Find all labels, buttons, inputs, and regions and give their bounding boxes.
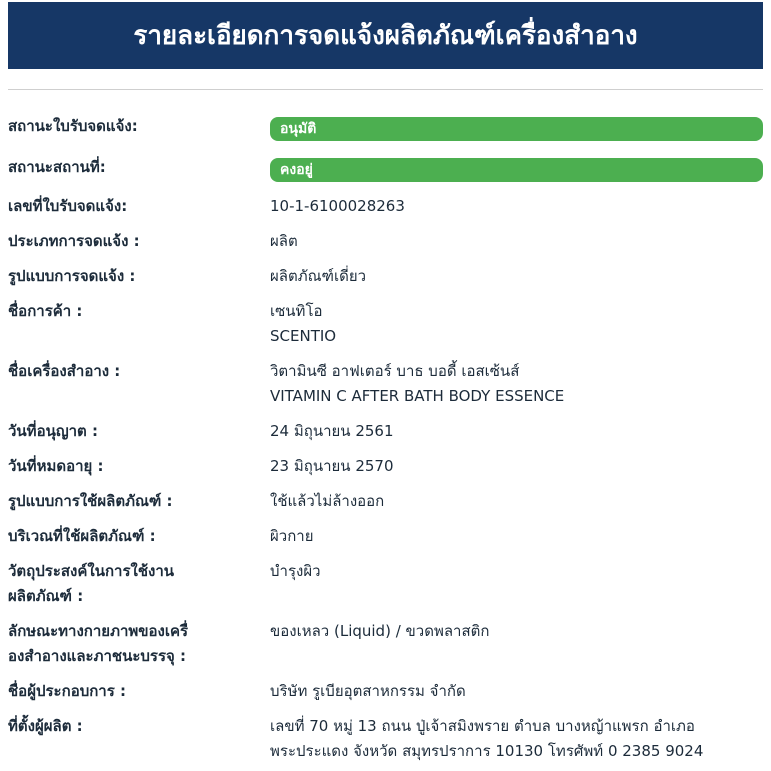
notify-no-label: เลขที่ใบรับจดแจ้ง: [8, 197, 128, 215]
trade-name-label: ชื่อการค้า : [8, 302, 83, 320]
trade-name-english: SCENTIO [270, 327, 337, 345]
trade-name-value [270, 299, 763, 349]
operator-label: ชื่อผู้ประกอบการ : [8, 682, 127, 700]
approval-date-label: วันที่อนุญาต : [8, 422, 98, 440]
physical-label-line-1: ลักษณะทางกายภาพของเครื่ [8, 622, 189, 640]
location-line-2: พระประแดง จังหวัด สมุทรปราการ 10130 โทรศัพท์ 0 2385 9024 [270, 742, 704, 760]
purpose-label [8, 559, 248, 609]
cosmetic-name-value [270, 359, 763, 409]
location-label: ที่ตั้งผู้ผลิต : [8, 717, 83, 735]
header-divider [8, 89, 763, 90]
notify-type-value: ผลิต [270, 232, 298, 250]
trade-name-thai: เซนทิโอ [270, 302, 323, 320]
expiry-date-label: วันที่หมดอายุ : [8, 457, 104, 475]
approval-date-value: 24 มิถุนายน 2561 [270, 422, 394, 440]
notify-no-value: 10-1-6100028263 [270, 197, 405, 215]
purpose-label-line-1: วัตถุประสงค์ในการใช้งาน [8, 562, 175, 580]
cosmetic-name-english: VITAMIN C AFTER BATH BODY ESSENCE [270, 387, 565, 405]
notify-status-label: สถานะใบรับจดแจ้ง: [8, 117, 138, 135]
operator-value: บริษัท รูเบียอุตสาหกรรม จำกัด [270, 682, 466, 700]
usage-format-label: รูปแบบการใช้ผลิตภัณฑ์ : [8, 492, 173, 510]
usage-format-value: ใช้แล้วไม่ล้างออก [270, 492, 385, 510]
notify-format-label: รูปแบบการจดแจ้ง : [8, 267, 136, 285]
notify-type-label: ประเภทการจดแจ้ง : [8, 232, 140, 250]
location-value [270, 714, 763, 764]
notify-status-badge: อนุมัติ [270, 117, 763, 141]
cosmetic-name-thai: วิตามินซี อาฟเตอร์ บาธ บอดี้ เอสเซ้นส์ [270, 362, 520, 380]
place-status-badge: คงอยู่ [270, 158, 763, 182]
purpose-label-line-2: ผลิตภัณฑ์ : [8, 587, 84, 605]
place-status-label: สถานะสถานที่: [8, 158, 106, 176]
physical-value: ของเหลว (Liquid) / ขวดพลาสติก [270, 622, 490, 640]
physical-label-line-2: องสำอางและภาชนะบรรจุ : [8, 647, 187, 665]
physical-label [8, 619, 248, 669]
usage-area-value: ผิวกาย [270, 527, 314, 545]
purpose-value: บำรุงผิว [270, 562, 321, 580]
page-title: รายละเอียดการจดแจ้งผลิตภัณฑ์เครื่องสำอาง [133, 21, 638, 51]
location-line-1: เลขที่ 70 หมู่ 13 ถนน ปู่เจ้าสมิงพราย ตำบล บางหญ้าแพรก อำเภอ [270, 717, 695, 735]
expiry-date-value: 23 มิถุนายน 2570 [270, 457, 394, 475]
notify-format-value: ผลิตภัณฑ์เดี่ยว [270, 267, 367, 285]
cosmetic-name-label: ชื่อเครื่องสำอาง : [8, 362, 121, 380]
usage-area-label: บริเวณที่ใช้ผลิตภัณฑ์ : [8, 527, 156, 545]
page-header [8, 2, 763, 69]
